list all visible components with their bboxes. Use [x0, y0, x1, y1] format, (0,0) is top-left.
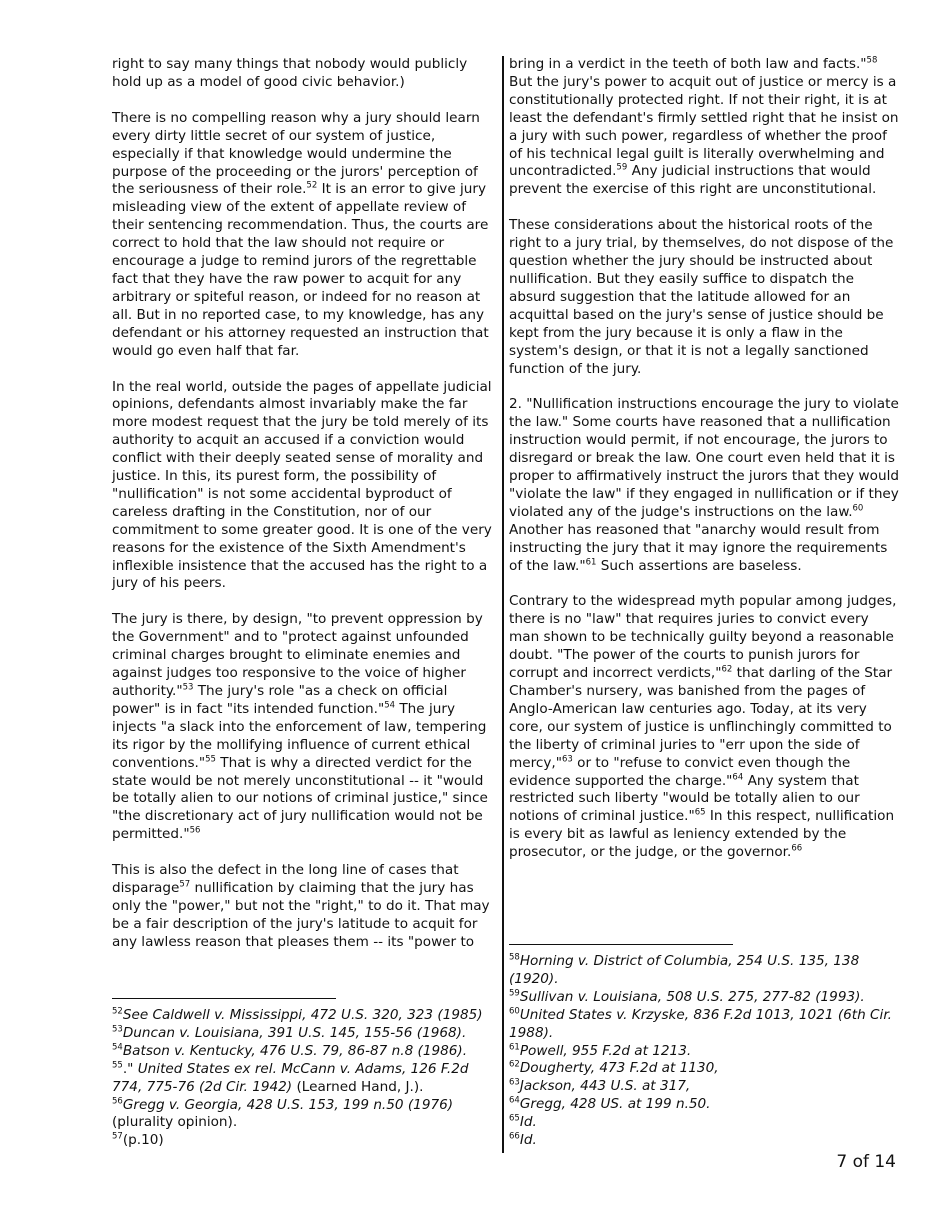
paragraph: In the real world, outside the pages of appellate judicial opinions, defendants almost invariably make the far more modest request that the jury be told merely of its authority to acquit an accused if a conviction would conflict with their deeply seated sense of morality and justice. In this, its purest form, the possibility of "nullification" is not some accidental byproduct of careless drafting in the Constitution, nor of our commitment to some greater good. It is one of the very reasons for the existence of the Sixth Amendment's inflexible insistence that the accused has the right to a jury of his peers. [112, 378, 492, 592]
footnote: $^{53}$Duncan v. Louisiana, 391 U.S. 145, 155-56 (1968). [112, 1024, 467, 1041]
footnote-ref[interactable]: 60 [852, 503, 864, 514]
footnotes-right [509, 944, 901, 1150]
footnote: $^{56}$Gregg v. Georgia, 428 U.S. 153, 199 n.50 (1976) (plurality opinion). [112, 1096, 454, 1131]
paragraph: Contrary to the widespread myth popular among judges, there is no "law" that requires juries to convict every man shown to be technically guilty beyond a reasonable doubt. "The power of the courts to punish jurors for corrupt and incorrect verdicts,"$^{62}$ that darling of the Star Chamber's nursery, was banished from the pages of Anglo-American law centuries ago. Today, at its very core, our system of justice is unflinchingly committed to the liberty of criminal juries to "err upon the side of mercy,"$^{63}$ or to "refuse to convict even though the evidence supported the charge."$^{64}$ Any system that restricted such liberty "would be totally alien to our notions of criminal justice."$^{65}$ In this respect, nullification is every bit as lawful as leniency extended by the prosecutor, or the judge, or the governor.$^{66}$ [509, 593, 897, 861]
footnote: $^{64}$Gregg, 428 US. at 199 n.50. [509, 1095, 711, 1113]
paragraph: The jury is there, by design, "to prevent oppression by the Government" and to "protect against unfounded criminal charges brought to eliminate enemies and against judges too responsive to the voice of higher authority."$^{53}$ The jury's role "as a check on official power" is in fact "its intended function."$^{54}$ The jury injects "a slack into the enforcement of law, tempering its rigor by the mollifying influence of current ethical conventions."$^{55}$ That is why a directed verdict for the state would be not merely unconstitutional -- it "would be totally alien to our notions of criminal justice," since "the discretionary act of jury nullification would not be permitted."$^{56}$ [112, 611, 488, 843]
footnote-ref[interactable]: 52 [306, 180, 318, 191]
footnote-ref[interactable]: 61 [585, 557, 597, 568]
footnote-ref[interactable]: 66 [791, 843, 803, 854]
footnote: $^{61}$Powell, 955 F.2d at 1213. [509, 1042, 692, 1059]
footnote: $^{57}$(p.10) [112, 1131, 164, 1149]
page-number: 7 of 14 [836, 1152, 896, 1172]
left-column [112, 56, 498, 970]
paragraph: bring in a verdict in the teeth of both law and facts."$^{58}$ But the jury's power to acquit out of justice or mercy is a constitutionally protected right. If not their right, it is at least the defendant's firmly settled right that he insist on a jury with such power, regardless of whether the proof of his technical legal guilt is literally overwhelming and uncontradicted.$^{59}$ Any judicial instructions that would prevent the exercise of this right are unconstitutional. [509, 55, 899, 198]
paragraph: right to say many things that nobody would publicly hold up as a model of good civic behavior.) [112, 56, 468, 90]
footnotes-left [112, 998, 498, 1150]
footnote-ref[interactable]: 64 [732, 772, 744, 782]
footnote: $^{58}$Horning v. District of Columbia, 254 U.S. 135, 138 (1920). [509, 952, 860, 987]
footnote: $^{59}$Sullivan v. Louisiana, 508 U.S. 275, 277-82 (1993). [509, 988, 865, 1005]
footnote: $^{55}$." United States ex rel. McCann v. Adams, 126 F.2d 774, 775-76 (2d Cir. 1942) (Learned Hand, J.). [112, 1060, 469, 1095]
footnote-ref[interactable]: 57 [179, 879, 191, 890]
paragraph: These considerations about the historical roots of the right to a jury trial, by themselves, do not dispose of the question whether the jury should be instructed about nullification. But they easily suffice to dispatch the absurd suggestion that the latitude allowed for an acquittal based on the jury's sense of justice should be kept from the jury because it is only a flaw in the system's design, or that it is not a legally sanctioned function of the jury. [509, 217, 894, 377]
footnote: $^{66}$Id. [509, 1131, 537, 1149]
paragraph: There is no compelling reason why a jury should learn every dirty little secret of our system of justice, especially if that knowledge would undermine the purpose of the proceeding or the jurors' perception of the seriousness of their role.$^{52}$ It is an error to give jury misleading view of the extent of appellate review of their sentencing recommendation. Thus, the courts are correct to hold that the law should not require or encourage a judge to remind jurors of the regrettable fact that they have the raw power to acquit for any arbitrary or spiteful reason, or indeed for no reason at all. But in no reported case, to my knowledge, has any defendant or his attorney requested an instruction that would go even half that far. [112, 109, 489, 359]
right-column [509, 56, 901, 880]
footnote-rule [509, 944, 733, 945]
paragraph: This is also the defect in the long line of cases that disparage$^{57}$ nullification by claiming that the jury has only the "power," but not the "right," to do it. That may be a fair description of the jury's latitude to acquit for any lawless reason that pleases them -- its "power to [112, 862, 490, 950]
footnote-ref[interactable]: 54 [384, 700, 396, 711]
footnote-ref[interactable]: 62 [721, 664, 733, 675]
footnote-ref[interactable]: 55 [205, 754, 216, 765]
footnote-ref[interactable]: 65 [694, 807, 706, 818]
paragraph: 2. "Nullification instructions encourage the jury to violate the law." Some courts have reasoned that a nullification instruction would permit, if not encourage, the jurors to disregard or break the law. One court even held that it is proper to affirmatively instruct the jurors that they would "violate the law" if they engaged in nullification or if they violated any of the judge's instructions on the law.$^{60}$ Another has reasoned that "anarchy would result from instructing the jury that it may ignore the requirements of the law."$^{61}$ Such assertions are baseless. [509, 396, 899, 574]
footnote-ref[interactable]: 56 [189, 825, 201, 836]
footnote-rule [112, 998, 336, 999]
footnote-ref[interactable]: 53 [182, 682, 194, 693]
footnote-ref[interactable]: 63 [562, 754, 573, 765]
footnote: $^{63}$Jackson, 443 U.S. at 317, [509, 1077, 691, 1095]
footnote: $^{60}$United States v. Krzyske, 836 F.2d 1013, 1021 (6th Cir. 1988). [509, 1006, 892, 1041]
footnote: $^{54}$Batson v. Kentucky, 476 U.S. 79, 86-87 n.8 (1986). [112, 1042, 468, 1059]
footnote-ref[interactable]: 59 [616, 162, 628, 173]
footnote: $^{52}$See Caldwell v. Mississippi, 472 U.S. 320, 323 (1985) [112, 1006, 483, 1023]
footnote: $^{62}$Dougherty, 473 F.2d at 1130, [509, 1059, 719, 1077]
footnote-ref[interactable]: 58 [866, 55, 878, 66]
footnote: $^{65}$Id. [509, 1113, 537, 1131]
column-divider [502, 56, 504, 1153]
